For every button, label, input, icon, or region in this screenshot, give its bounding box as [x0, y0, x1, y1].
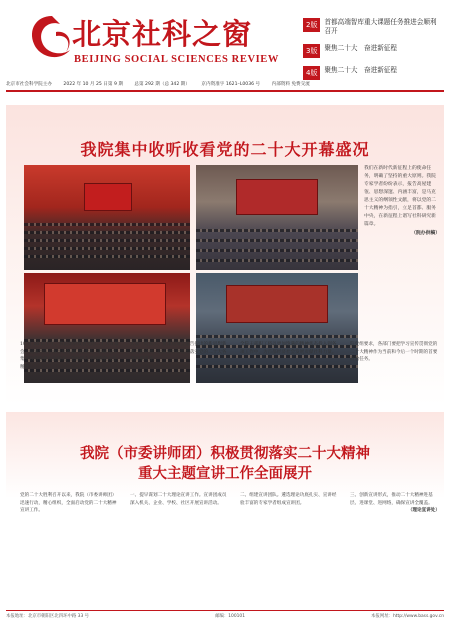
photo-congress-hall	[24, 165, 190, 270]
masthead	[0, 0, 450, 80]
photo-audience	[196, 273, 358, 383]
page-badge: 2版	[303, 18, 320, 32]
toc-item[interactable]	[303, 18, 443, 36]
lead-story-sidebar	[364, 165, 440, 237]
second-headline-line-2: 重大主题宣讲工作全面展开	[138, 465, 312, 482]
footer-address: 本报地址：北京市朝阳区北四环中路 33 号	[6, 614, 90, 619]
toc-item[interactable]	[303, 44, 443, 58]
lead-story-column-2: 大家一致表示，要深刻领会报告提出的新思想新观点新论断，以实际行动贯彻落实党的二十大各项决策部署。	[130, 342, 227, 363]
masthead-title-en: BEIJING SOCIAL SCIENCES REVIEW	[74, 54, 280, 65]
toc-item[interactable]	[303, 66, 443, 80]
footer-postcode: 邮编：100101	[215, 614, 245, 619]
second-headline-line-1: 我院（市委讲师团）积极贯彻落实二十大精神	[80, 445, 370, 462]
distribution-note: 内部资料 免费交流	[271, 82, 310, 87]
lead-story-column-3: 全院干部职工将以更加饱满的精神状态投入到各项工作中，为首都经济社会发展贡献社科力量。	[240, 342, 337, 355]
lead-story	[6, 105, 444, 405]
issue-number: 总第 292 期（总 342 期）	[134, 82, 190, 87]
masthead-title-cn: 北京社科之窗	[72, 17, 253, 51]
second-story-column-4	[350, 492, 440, 515]
photo-meeting-room	[196, 165, 358, 270]
toc-item-text: 首都高端智库重大课题任务推进会顺利召开	[324, 18, 437, 35]
issue-info-bar	[6, 81, 444, 92]
page-badge: 4版	[303, 66, 320, 80]
second-story-column-4-text: 三、创新宣讲形式，推动二十大精神进基层、进课堂、进网络，确保宣讲全覆盖。	[350, 493, 433, 506]
toc-item-text: 聚焦二十大 奋进新征程	[324, 44, 397, 52]
second-story-byline: （理论宣讲处）	[407, 508, 440, 514]
sponsor-text: 北京市社会科学院主办	[6, 82, 52, 87]
second-headline	[6, 444, 444, 484]
table-of-contents	[303, 18, 443, 88]
second-story-column-2: 一、提早谋划二十大理论宣讲工作。宣讲团成员深入机关、企业、学校、社区开展宣讲活动。	[130, 493, 227, 506]
second-story-column-1: 党的二十大胜利召开以来，我院（市委讲师团）迅速行动，精心组织，全面启动党的二十大精神宣讲工作。	[20, 493, 117, 514]
second-story	[6, 412, 444, 604]
page-footer	[6, 610, 444, 619]
toc-item-text: 聚焦二十大 奋进新征程	[324, 66, 397, 74]
lead-story-column-1: 10 月 16 日上午，我院组织收看党的二十大开幕会，院领导班子成员及各部门负责人、科研人员集中收听收看大会盛况，全面深入学习领会大会精神。	[20, 342, 119, 370]
lead-story-byline: （院办供稿）	[411, 230, 440, 236]
license-number: 京内资准字 1621–L0036 号	[201, 82, 261, 87]
second-story-column-3: 二、组建宣讲团队。遴选理论功底扎实、宣讲经验丰富的专家学者组成宣讲团。	[240, 493, 337, 506]
lead-story-column-4: 院党组要求，各部门要把学习宣传贯彻党的二十大精神作为当前和今后一个时期的首要政治任务。	[350, 342, 438, 363]
page-badge: 3版	[303, 44, 320, 58]
sidebar-paragraph: 我们在新时代新征程上的使命任务，明确了坚持的重大原则。我院专家学者纷纷表示，报告高屋建瓴、思想深邃、内涵丰富，是马克思主义的纲领性文献，将以党的二十大精神为指引，立足首都、服务中央，在新征程上谱写社科研究新篇章。	[364, 166, 436, 227]
footer-website[interactable]: 本报网址：http://www.bass.gov.cn	[371, 614, 444, 619]
lead-headline: 我院集中收听收看党的二十大开幕盛况	[80, 140, 370, 159]
issue-date: 2022 年 10 月 25 日第 9 期	[63, 82, 123, 87]
red-swirl-logo-icon	[26, 12, 78, 64]
